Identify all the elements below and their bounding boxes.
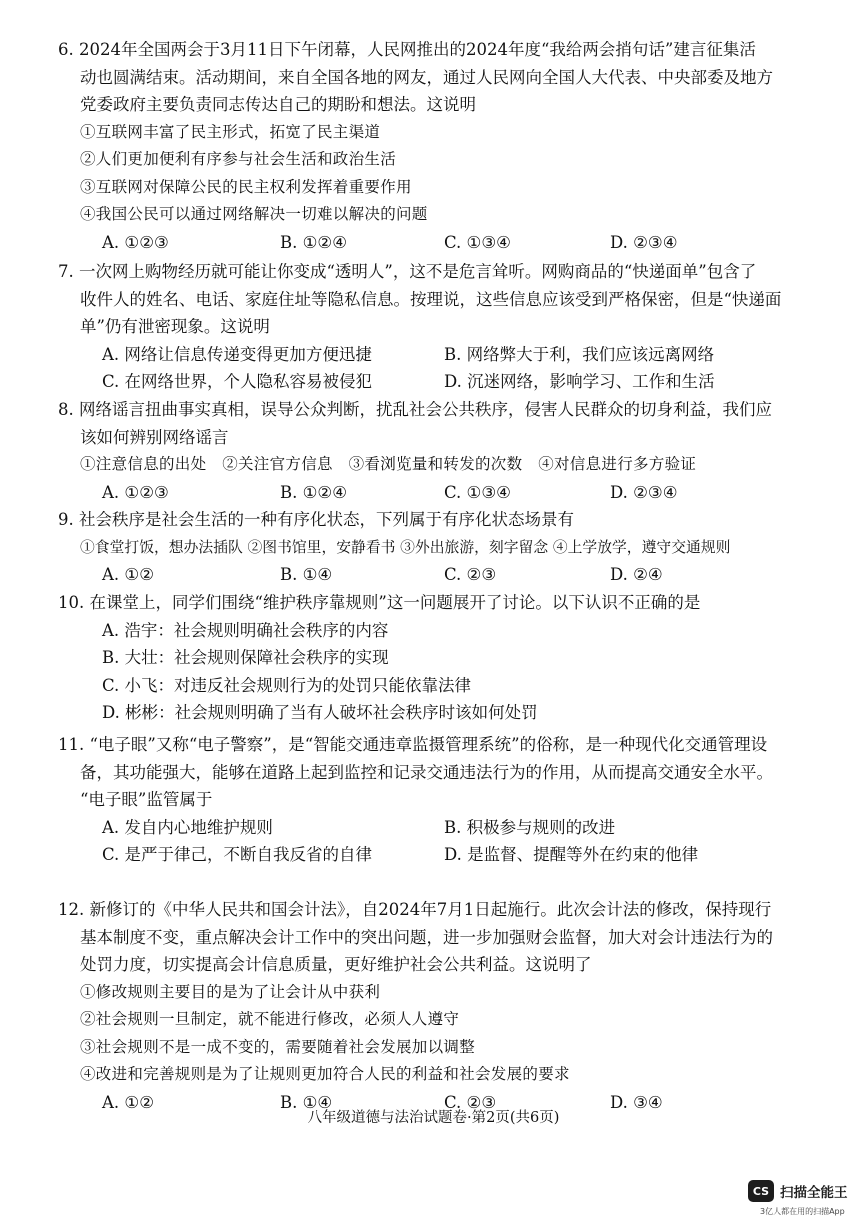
question-11-option-d[interactable]: D. 是监督、提醒等外在约束的他律 xyxy=(444,845,699,864)
question-12-option-c[interactable]: C. ②③ xyxy=(444,1092,497,1112)
question-8-option-a[interactable]: A. ①②③ xyxy=(102,482,169,502)
question-7-line-2: 收件人的姓名、电话、家庭住址等隐私信息。按理说，这些信息应该受到严格保密，但是“快递面 xyxy=(80,289,782,309)
question-12-statement-1: ①修改规则主要目的是为了让会计从中获利 xyxy=(80,982,381,1001)
question-12 xyxy=(58,896,818,1116)
question-11-option-c[interactable]: C. 是严于律己，不断自我反省的自律 xyxy=(102,845,373,864)
question-7-option-b[interactable]: B. 网络弊大于利，我们应该远离网络 xyxy=(444,344,715,364)
question-8 xyxy=(58,396,818,506)
question-11-option-a[interactable]: A. 发自内心地维护规则 xyxy=(102,817,273,837)
question-8-option-d[interactable]: D. ②③④ xyxy=(610,482,678,502)
question-6-statement-2: ②人们更加便利有序参与社会生活和政治生活 xyxy=(80,150,397,168)
scanner-app-name: 扫描全能王 xyxy=(780,1185,848,1201)
question-12-statement-4: ④改进和完善规则是为了让规则更加符合人民的利益和社会发展的要求 xyxy=(80,1065,570,1083)
question-12-line-2: 基本制度不变，重点解决会计工作中的突出问题，进一步加强财会监督，加大对会计违法行为的 xyxy=(80,927,773,947)
question-9-option-b[interactable]: B. ①④ xyxy=(280,565,333,584)
question-7-option-c[interactable]: C. 在网络世界，个人隐私容易被侵犯 xyxy=(102,372,373,391)
question-6 xyxy=(58,36,818,256)
question-6-line-3: 党委政府主要负责同志传达自己的期盼和想法。这说明 xyxy=(80,95,476,114)
question-11-line-3: “电子眼”监管属于 xyxy=(80,790,213,809)
camscanner-logo-icon: CS xyxy=(748,1180,774,1202)
question-9-options xyxy=(58,561,818,589)
question-11-option-b[interactable]: B. 积极参与规则的改进 xyxy=(444,817,616,837)
question-7-options-row-2 xyxy=(58,368,818,396)
scanner-tagline: 3亿人都在用的扫描App xyxy=(760,1207,845,1216)
question-7-option-a[interactable]: A. 网络让信息传递变得更加方便迅捷 xyxy=(102,344,372,364)
question-12-statement-2: ②社会规则一旦制定，就不能进行修改，必须人人遵守 xyxy=(80,1010,460,1028)
question-9 xyxy=(58,506,818,589)
question-10-line-1: 10. 在课堂上，同学们围绕“维护秩序靠规则”这一问题展开了讨论。以下认识不正确的是 xyxy=(58,593,701,612)
question-6-option-d[interactable]: D. ②③④ xyxy=(610,232,678,252)
question-6-line-2: 动也圆满结束。活动期间，来自全国各地的网友，通过人民网向全国人大代表、中央部委及地方 xyxy=(80,67,773,87)
question-6-statement-3: ③互联网对保障公民的民主权利发挥着重要作用 xyxy=(80,177,412,196)
question-9-option-c[interactable]: C. ②③ xyxy=(444,565,497,584)
question-7 xyxy=(58,258,818,396)
question-10-option-b[interactable]: B. 大壮：社会规则保障社会秩序的实现 xyxy=(102,648,389,667)
question-6-line-1: 6. 2024年全国两会于3月11日下午闭幕，人民网推出的2024年度“我给两会捎句话”建言征集活 xyxy=(58,40,756,59)
question-9-option-a[interactable]: A. ①② xyxy=(102,565,154,584)
question-6-option-a[interactable]: A. ①②③ xyxy=(102,232,169,252)
question-8-option-b[interactable]: B. ①②④ xyxy=(280,482,347,502)
question-8-line-2: 该如何辨别网络谣言 xyxy=(80,427,229,447)
question-12-statement-3: ③社会规则不是一成不变的，需要随着社会发展加以调整 xyxy=(80,1037,476,1056)
question-10-option-c[interactable]: C. 小飞：对违反社会规则行为的处罚只能依靠法律 xyxy=(102,675,472,695)
question-12-option-d[interactable]: D. ③④ xyxy=(610,1092,663,1112)
question-10-option-d[interactable]: D. 彬彬：社会规则明确了当有人破坏社会秩序时该如何处罚 xyxy=(102,703,538,722)
scanner-watermark xyxy=(748,1180,848,1202)
question-12-option-b[interactable]: B. ①④ xyxy=(280,1092,333,1112)
question-9-option-d[interactable]: D. ②④ xyxy=(610,565,663,584)
question-11-line-1: 11. “电子眼”又称“电子警察”，是“智能交通违章监摄管理系统”的俗称，是一种现代化交通管理设 xyxy=(58,735,768,754)
question-11 xyxy=(58,731,818,869)
question-11-line-2: 备，其功能强大，能够在道路上起到监控和记录交通违法行为的作用，从而提高交通安全水平。 xyxy=(80,762,773,782)
question-8-option-c[interactable]: C. ①③④ xyxy=(444,482,511,502)
question-10-option-row-d xyxy=(58,699,818,727)
question-12-line-1: 12. 新修订的《中华人民共和国会计法》，自2024年7月1日起施行。此次会计法的修改，保持现行 xyxy=(58,900,772,919)
question-7-line-3: 单”仍有泄密现象。这说明 xyxy=(80,317,270,336)
question-8-statements: ①注意信息的出处 ②关注官方信息 ③看浏览量和转发的次数 ④对信息进行多方验证 xyxy=(80,455,697,473)
question-6-options xyxy=(58,229,818,257)
question-12-line-3: 处罚力度，切实提高会计信息质量，更好维护社会公共利益。这说明了 xyxy=(80,955,592,974)
question-9-statements: ①食堂打饭，想办法插队 ②图书馆里，安静看书 ③外出旅游，刻字留念 ④上学放学，遵守交通规则 xyxy=(80,538,731,556)
question-6-statement-4: ④我国公民可以通过网络解决一切难以解决的问题 xyxy=(80,205,428,223)
question-11-options-row-2 xyxy=(58,841,818,869)
question-6-option-b[interactable]: B. ①②④ xyxy=(280,232,347,252)
question-10-option-row-b xyxy=(58,644,818,672)
question-6-option-c[interactable]: C. ①③④ xyxy=(444,232,511,252)
question-7-options-row-1 xyxy=(58,341,818,369)
question-10 xyxy=(58,589,818,727)
question-6-statement-1: ①互联网丰富了民主形式，拓宽了民主渠道 xyxy=(80,122,381,141)
question-10-option-row-c xyxy=(58,672,818,700)
question-7-option-d[interactable]: D. 沉迷网络，影响学习、工作和生活 xyxy=(444,372,715,391)
question-7-line-1: 7. 一次网上购物经历就可能让你变成“透明人”，这不是危言耸听。网购商品的“快递面单”包含了 xyxy=(58,262,757,281)
question-10-option-a[interactable]: A. 浩宇：社会规则明确社会秩序的内容 xyxy=(102,620,389,640)
question-8-line-1: 8. 网络谣言扭曲事实真相，误导公众判断，扰乱社会公共秩序，侵害人民群众的切身利益，我们应 xyxy=(58,400,772,419)
question-10-option-row-a xyxy=(58,617,818,645)
question-12-option-a[interactable]: A. ①② xyxy=(102,1092,154,1112)
question-8-options xyxy=(58,479,818,507)
page-footer: 八年级道德与法治试题卷·第2页(共6页) xyxy=(307,1110,560,1126)
question-11-options-row-1 xyxy=(58,814,818,842)
question-9-line-1: 9. 社会秩序是社会生活的一种有序化状态，下列属于有序化状态场景有 xyxy=(58,510,574,529)
